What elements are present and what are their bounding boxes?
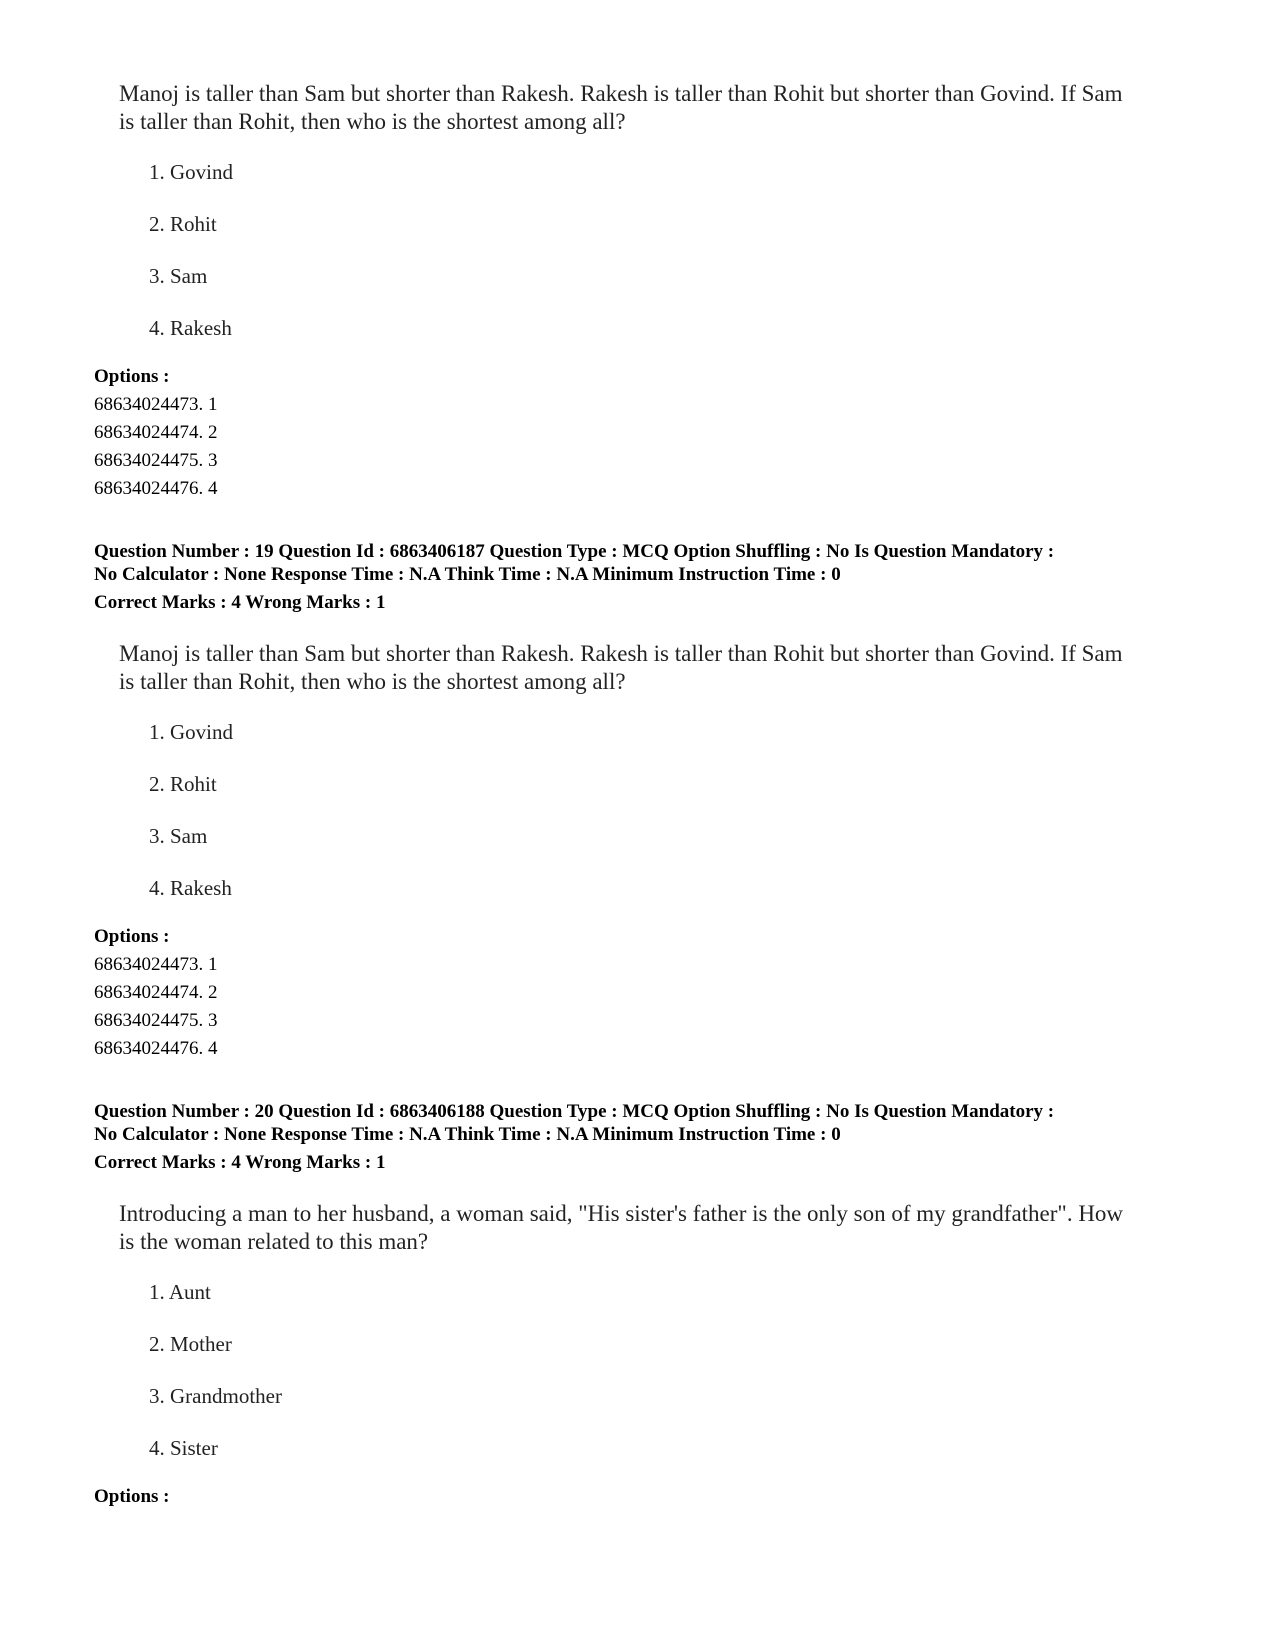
choice-item: 4. Sister — [149, 1436, 218, 1460]
question-text — [119, 80, 1179, 136]
options-heading: Options : — [94, 366, 170, 387]
choice-item: 1. Govind — [149, 720, 233, 744]
option-id-line: 68634024473. 1 — [94, 954, 218, 975]
option-id-line: 68634024476. 4 — [94, 478, 218, 499]
question-line: is taller than Rohit, then who is the shortest among all? — [119, 669, 626, 694]
question-meta-line: No Calculator : None Response Time : N.A Think Time : N.A Minimum Instruction Time : 0 — [94, 1124, 841, 1145]
option-id-line: 68634024476. 4 — [94, 1038, 218, 1059]
question-line: Manoj is taller than Sam but shorter than Rakesh. Rakesh is taller than Rohit but shorter than Govind. If Sam — [119, 641, 1123, 666]
choice-item: 2. Mother — [149, 1332, 232, 1356]
question-meta-line: No Calculator : None Response Time : N.A Think Time : N.A Minimum Instruction Time : 0 — [94, 564, 841, 585]
options-heading: Options : — [94, 1486, 170, 1507]
option-id-line: 68634024475. 3 — [94, 1010, 218, 1031]
choice-item: 3. Grandmother — [149, 1384, 282, 1408]
question-meta-line: Question Number : 19 Question Id : 6863406187 Question Type : MCQ Option Shuffling : No Is Question Mandatory : — [94, 541, 1055, 562]
choice-item: 4. Rakesh — [149, 876, 232, 900]
question-line: is taller than Rohit, then who is the shortest among all? — [119, 109, 626, 134]
question-line: Manoj is taller than Sam but shorter than Rakesh. Rakesh is taller than Rohit but shorter than Govind. If Sam — [119, 81, 1123, 106]
question-line: Introducing a man to her husband, a woman said, "His sister's father is the only son of my grandfather". How — [119, 1201, 1124, 1226]
option-id-line: 68634024475. 3 — [94, 450, 218, 471]
question-meta-line: Question Number : 20 Question Id : 6863406188 Question Type : MCQ Option Shuffling : No Is Question Mandatory : — [94, 1101, 1055, 1122]
question-line: is the woman related to this man? — [119, 1229, 429, 1254]
question-text — [119, 1200, 1179, 1256]
options-heading: Options : — [94, 926, 170, 947]
question-marks-line: Correct Marks : 4 Wrong Marks : 1 — [94, 1152, 386, 1173]
choice-item: 4. Rakesh — [149, 316, 232, 340]
option-id-line: 68634024474. 2 — [94, 422, 218, 443]
question-text — [119, 640, 1179, 696]
choice-item: 2. Rohit — [149, 212, 217, 236]
choice-item: 1. Aunt — [149, 1280, 211, 1304]
option-id-line: 68634024474. 2 — [94, 982, 218, 1003]
choice-item: 2. Rohit — [149, 772, 217, 796]
choice-item: 3. Sam — [149, 824, 208, 848]
choice-item: 3. Sam — [149, 264, 208, 288]
question-marks-line: Correct Marks : 4 Wrong Marks : 1 — [94, 592, 386, 613]
option-id-line: 68634024473. 1 — [94, 394, 218, 415]
choice-item: 1. Govind — [149, 160, 233, 184]
